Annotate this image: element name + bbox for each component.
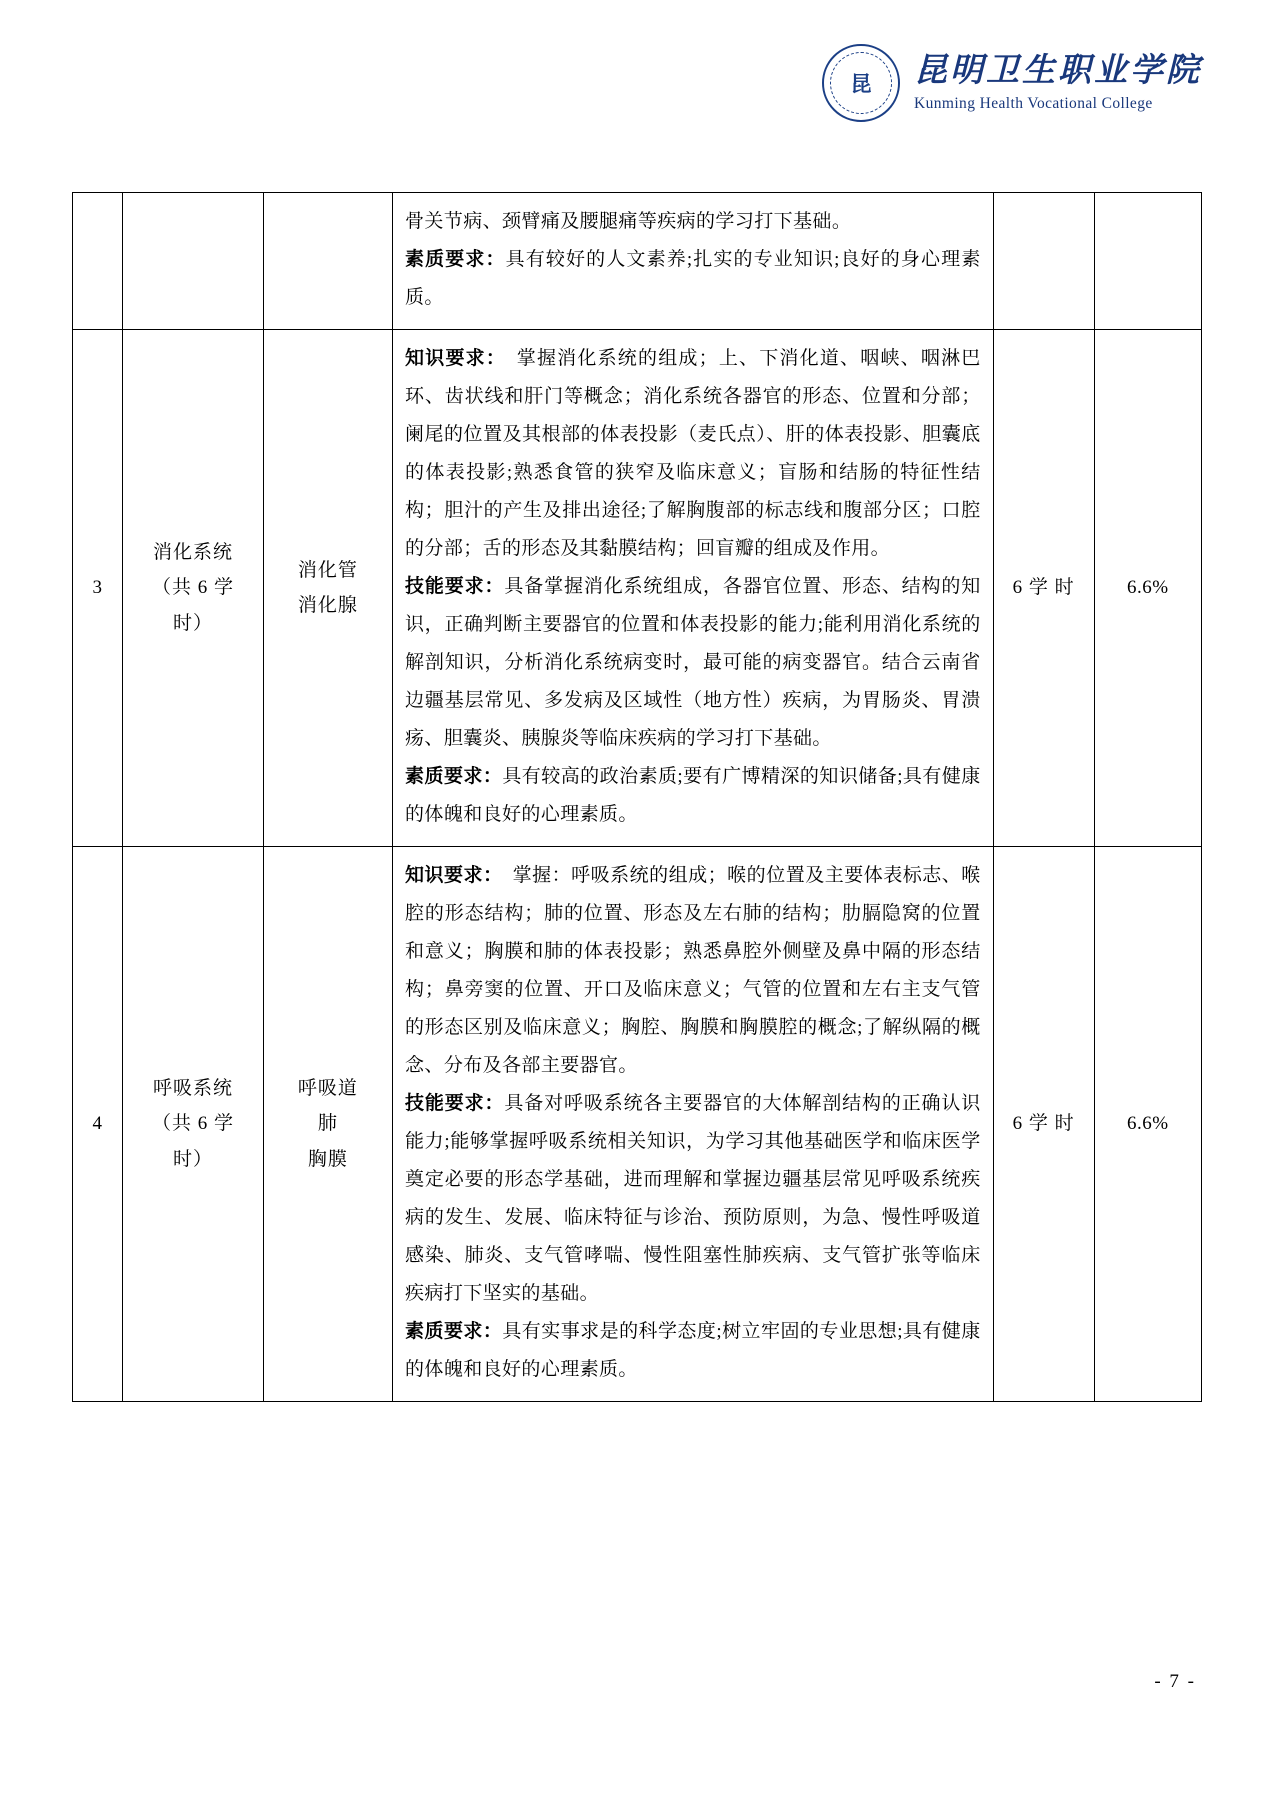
table-row (73, 847, 1202, 1402)
table-row (73, 193, 1202, 330)
cell-requirements (393, 193, 994, 330)
cell-organs: 呼吸道 肺 胸膜 (263, 847, 392, 1402)
requirement-paragraph: 知识要求： 掌握消化系统的组成；上、下消化道、咽峡、咽淋巴环、齿状线和肝门等概念；消化系统各器官的形态、位置和分部；阑尾的位置及其根部的体表投影（麦氏点）、肝的体表投影、胆囊底的体表投影;熟悉食管的狭窄及临床意义；盲肠和结肠的特征性结构；胆汁的产生及排出途径;了解胸腹部的标志线和腹部分区；口腔的分部；舌的形态及其黏膜结构；回盲瓣的组成及作用。 (405, 348, 981, 559)
seal-character: 昆 (850, 72, 872, 96)
requirement-label: 技能要求： (405, 576, 505, 597)
cell-system: 消化系统 （共 6 学 时） (123, 330, 263, 847)
course-content-table (72, 192, 1202, 1402)
requirement-label: 知识要求： (405, 865, 494, 886)
requirement-label: 素质要求： (405, 1321, 503, 1342)
cell-system: 呼吸系统 （共 6 学 时） (123, 847, 263, 1402)
requirement-paragraph: 技能要求：具备对呼吸系统各主要器官的大体解剖结构的正确认识能力;能够掌握呼吸系统相关知识，为学习其他基础医学和临床医学奠定必要的形态学基础，进而理解和掌握边疆基层常见呼吸系统疾病的发生、发展、临床特征与诊治、预防原则，为急、慢性呼吸道感染、肺炎、支气管哮喘、慢性阻塞性肺疾病、支气管扩张等临床疾病打下坚实的基础。 (405, 1093, 981, 1304)
cell-index: 3 (73, 330, 123, 847)
requirement-label: 知识要求： (405, 348, 497, 369)
cell-requirements (393, 847, 994, 1402)
college-name-en: Kunming Health Vocational College (914, 95, 1153, 113)
requirement-paragraph: 知识要求： 掌握：呼吸系统的组成；喉的位置及主要体表标志、喉腔的形态结构；肺的位置、形态及左右肺的结构；肋膈隐窝的位置和意义；胸膜和肺的体表投影；熟悉鼻腔外侧壁及鼻中隔的形态结构；鼻旁窦的位置、开口及临床意义；气管的位置和左右主支气管的形态区别及临床意义；胸腔、胸膜和胸膜腔的概念;了解纵隔的概念、分布及各部主要器官。 (405, 865, 981, 1076)
requirement-paragraph: 素质要求：具有较好的人文素养;扎实的专业知识;良好的身心理素质。 (405, 249, 981, 308)
cell-organs: 消化管 消化腺 (263, 330, 392, 847)
requirement-label: 技能要求： (405, 1093, 505, 1114)
cell-percent: 6.6% (1094, 330, 1201, 847)
requirement-paragraph: 素质要求：具有实事求是的科学态度;树立牢固的专业思想;具有健康的体魄和良好的心理素质。 (405, 1321, 981, 1380)
cell-index: 4 (73, 847, 123, 1402)
requirement-paragraph: 技能要求：具备掌握消化系统组成，各器官位置、形态、结构的知识，正确判断主要器官的位置和体表投影的能力;能利用消化系统的解剖知识，分析消化系统病变时，最可能的病变器官。结合云南省边疆基层常见、多发病及区域性（地方性）疾病，为胃肠炎、胃溃疡、胆囊炎、胰腺炎等临床疾病的学习打下基础。 (405, 576, 981, 749)
cell-requirements (393, 330, 994, 847)
college-seal-icon (822, 44, 900, 122)
cell-percent (1094, 193, 1201, 330)
cell-system (123, 193, 263, 330)
requirement-label: 素质要求： (405, 249, 506, 270)
cell-index (73, 193, 123, 330)
requirement-label: 素质要求： (405, 766, 503, 787)
requirement-paragraph: 素质要求：具有较高的政治素质;要有广博精深的知识储备;具有健康的体魄和良好的心理素质。 (405, 766, 981, 825)
cell-percent: 6.6% (1094, 847, 1201, 1402)
cell-hours (993, 193, 1094, 330)
table-row (73, 330, 1202, 847)
requirement-paragraph: 骨关节病、颈臂痛及腰腿痛等疾病的学习打下基础。 (405, 211, 852, 232)
cell-organs (263, 193, 392, 330)
college-name-block (914, 53, 1202, 113)
college-name-cn: 昆明卫生职业学院 (914, 52, 1202, 89)
cell-hours: 6 学 时 (993, 847, 1094, 1402)
college-logo-header (822, 44, 1202, 122)
page-number: - 7 - (1154, 1671, 1196, 1692)
cell-hours: 6 学 时 (993, 330, 1094, 847)
